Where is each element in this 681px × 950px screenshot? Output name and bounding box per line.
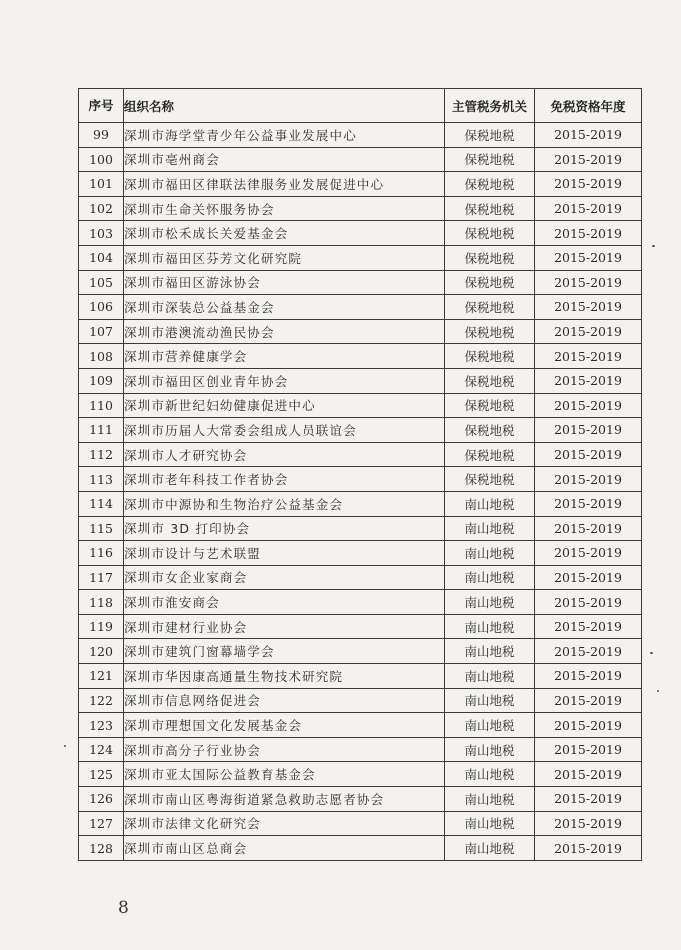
tax-authority-cell: 南山地税 bbox=[445, 836, 535, 861]
table-row bbox=[79, 491, 642, 516]
tax-authority-cell: 南山地税 bbox=[445, 491, 535, 516]
serial-number-cell: 100 bbox=[79, 147, 124, 172]
table-row bbox=[79, 147, 642, 172]
tax-authority-cell: 保税地税 bbox=[445, 467, 535, 492]
organization-name-cell: 深圳市亳州商会 bbox=[124, 147, 445, 172]
serial-number-cell: 111 bbox=[79, 418, 124, 443]
exemption-years-cell: 2015-2019 bbox=[535, 565, 642, 590]
organization-name-cell: 深圳市建筑门窗幕墙学会 bbox=[124, 639, 445, 664]
table-row bbox=[79, 196, 642, 221]
tax-authority-cell: 南山地税 bbox=[445, 516, 535, 541]
serial-number-cell: 114 bbox=[79, 491, 124, 516]
tax-authority-cell: 保税地税 bbox=[445, 442, 535, 467]
organization-name-cell: 深圳市新世纪妇幼健康促进中心 bbox=[124, 393, 445, 418]
exemption-years-cell: 2015-2019 bbox=[535, 196, 642, 221]
tax-authority-cell: 南山地税 bbox=[445, 541, 535, 566]
table-row bbox=[79, 516, 642, 541]
serial-number-cell: 116 bbox=[79, 541, 124, 566]
tax-authority-cell: 保税地税 bbox=[445, 270, 535, 295]
table-header bbox=[79, 89, 642, 123]
tax-authority-cell: 保税地税 bbox=[445, 245, 535, 270]
tax-authority-cell: 南山地税 bbox=[445, 614, 535, 639]
organization-name-cell: 深圳市老年科技工作者协会 bbox=[124, 467, 445, 492]
organization-name-cell: 深圳市港澳流动渔民协会 bbox=[124, 319, 445, 344]
organization-name-cell: 深圳市福田区游泳协会 bbox=[124, 270, 445, 295]
serial-number-cell: 102 bbox=[79, 196, 124, 221]
tax-authority-cell: 保税地税 bbox=[445, 319, 535, 344]
tax-authority-cell: 南山地税 bbox=[445, 565, 535, 590]
exemption-years-cell: 2015-2019 bbox=[535, 639, 642, 664]
organization-name-cell: 深圳市南山区粤海街道紧急救助志愿者协会 bbox=[124, 787, 445, 812]
serial-number-cell: 101 bbox=[79, 172, 124, 197]
tax-authority-cell: 保税地税 bbox=[445, 368, 535, 393]
header-organization-name: 组织名称 bbox=[124, 89, 445, 123]
table-row bbox=[79, 688, 642, 713]
table-row bbox=[79, 221, 642, 246]
tax-authority-cell: 保税地税 bbox=[445, 123, 535, 148]
exemption-years-cell: 2015-2019 bbox=[535, 737, 642, 762]
tax-authority-cell: 南山地税 bbox=[445, 762, 535, 787]
table-row bbox=[79, 442, 642, 467]
exemption-years-cell: 2015-2019 bbox=[535, 787, 642, 812]
tax-authority-cell: 南山地税 bbox=[445, 787, 535, 812]
exempt-organizations-table bbox=[78, 88, 642, 861]
exemption-years-cell: 2015-2019 bbox=[535, 590, 642, 615]
tax-authority-cell: 南山地税 bbox=[445, 590, 535, 615]
organization-name-cell: 深圳市生命关怀服务协会 bbox=[124, 196, 445, 221]
table-row bbox=[79, 319, 642, 344]
scan-speck bbox=[650, 652, 653, 654]
table-row bbox=[79, 344, 642, 369]
table-row bbox=[79, 762, 642, 787]
exemption-years-cell: 2015-2019 bbox=[535, 713, 642, 738]
exemption-years-cell: 2015-2019 bbox=[535, 491, 642, 516]
table-row bbox=[79, 393, 642, 418]
table-row bbox=[79, 123, 642, 148]
organization-name-cell: 深圳市人才研究协会 bbox=[124, 442, 445, 467]
organization-name-cell: 深圳市福田区芬芳文化研究院 bbox=[124, 245, 445, 270]
organization-name-cell: 深圳市信息网络促进会 bbox=[124, 688, 445, 713]
serial-number-cell: 122 bbox=[79, 688, 124, 713]
organization-name-cell: 深圳市淮安商会 bbox=[124, 590, 445, 615]
table-row bbox=[79, 811, 642, 836]
exemption-years-cell: 2015-2019 bbox=[535, 664, 642, 689]
tax-authority-cell: 保税地税 bbox=[445, 295, 535, 320]
table-row bbox=[79, 368, 642, 393]
table-body bbox=[79, 123, 642, 861]
serial-number-cell: 125 bbox=[79, 762, 124, 787]
organization-name-cell: 深圳市海学堂青少年公益事业发展中心 bbox=[124, 123, 445, 148]
exemption-years-cell: 2015-2019 bbox=[535, 467, 642, 492]
serial-number-cell: 112 bbox=[79, 442, 124, 467]
header-tax-authority: 主管税务机关 bbox=[445, 89, 535, 123]
serial-number-cell: 107 bbox=[79, 319, 124, 344]
serial-number-cell: 106 bbox=[79, 295, 124, 320]
serial-number-cell: 115 bbox=[79, 516, 124, 541]
table-row bbox=[79, 245, 642, 270]
tax-authority-cell: 保税地税 bbox=[445, 344, 535, 369]
tax-authority-cell: 南山地税 bbox=[445, 811, 535, 836]
organization-name-cell: 深圳市 3D 打印协会 bbox=[124, 516, 445, 541]
organization-name-cell: 深圳市福田区律联法律服务业发展促进中心 bbox=[124, 172, 445, 197]
table-row bbox=[79, 737, 642, 762]
table-row bbox=[79, 614, 642, 639]
table-row bbox=[79, 787, 642, 812]
serial-number-cell: 110 bbox=[79, 393, 124, 418]
serial-number-cell: 118 bbox=[79, 590, 124, 615]
table-row bbox=[79, 836, 642, 861]
table-row bbox=[79, 295, 642, 320]
exemption-years-cell: 2015-2019 bbox=[535, 762, 642, 787]
organization-name-cell: 深圳市法律文化研究会 bbox=[124, 811, 445, 836]
table-row bbox=[79, 541, 642, 566]
table-row bbox=[79, 270, 642, 295]
organization-name-cell: 深圳市建材行业协会 bbox=[124, 614, 445, 639]
organization-name-cell: 深圳市历届人大常委会组成人员联谊会 bbox=[124, 418, 445, 443]
exemption-years-cell: 2015-2019 bbox=[535, 270, 642, 295]
exemption-years-cell: 2015-2019 bbox=[535, 123, 642, 148]
exemption-years-cell: 2015-2019 bbox=[535, 295, 642, 320]
table-row bbox=[79, 172, 642, 197]
serial-number-cell: 126 bbox=[79, 787, 124, 812]
exemption-years-cell: 2015-2019 bbox=[535, 614, 642, 639]
page-number: 8 bbox=[118, 898, 129, 918]
organization-name-cell: 深圳市理想国文化发展基金会 bbox=[124, 713, 445, 738]
scan-speck bbox=[652, 245, 655, 247]
tax-authority-cell: 保税地税 bbox=[445, 221, 535, 246]
organization-name-cell: 深圳市女企业家商会 bbox=[124, 565, 445, 590]
organization-name-cell: 深圳市营养健康学会 bbox=[124, 344, 445, 369]
tax-authority-cell: 南山地税 bbox=[445, 713, 535, 738]
serial-number-cell: 113 bbox=[79, 467, 124, 492]
organization-name-cell: 深圳市深装总公益基金会 bbox=[124, 295, 445, 320]
tax-authority-cell: 保税地税 bbox=[445, 147, 535, 172]
organization-name-cell: 深圳市福田区创业青年协会 bbox=[124, 368, 445, 393]
serial-number-cell: 109 bbox=[79, 368, 124, 393]
exemption-years-cell: 2015-2019 bbox=[535, 688, 642, 713]
exemption-years-cell: 2015-2019 bbox=[535, 245, 642, 270]
serial-number-cell: 103 bbox=[79, 221, 124, 246]
exemption-years-cell: 2015-2019 bbox=[535, 221, 642, 246]
exemption-years-cell: 2015-2019 bbox=[535, 172, 642, 197]
table-row bbox=[79, 639, 642, 664]
table-row bbox=[79, 664, 642, 689]
exemption-years-cell: 2015-2019 bbox=[535, 811, 642, 836]
tax-authority-cell: 南山地税 bbox=[445, 664, 535, 689]
tax-authority-cell: 南山地税 bbox=[445, 639, 535, 664]
serial-number-cell: 128 bbox=[79, 836, 124, 861]
serial-number-cell: 123 bbox=[79, 713, 124, 738]
exemption-years-cell: 2015-2019 bbox=[535, 368, 642, 393]
exemption-years-cell: 2015-2019 bbox=[535, 147, 642, 172]
serial-number-cell: 108 bbox=[79, 344, 124, 369]
serial-number-cell: 99 bbox=[79, 123, 124, 148]
organization-name-cell: 深圳市高分子行业协会 bbox=[124, 737, 445, 762]
table-header-row bbox=[79, 89, 642, 123]
table-row bbox=[79, 713, 642, 738]
table-row bbox=[79, 418, 642, 443]
scan-speck bbox=[64, 745, 66, 747]
serial-number-cell: 127 bbox=[79, 811, 124, 836]
tax-authority-cell: 保税地税 bbox=[445, 196, 535, 221]
organization-name-cell: 深圳市设计与艺术联盟 bbox=[124, 541, 445, 566]
serial-number-cell: 105 bbox=[79, 270, 124, 295]
tax-authority-cell: 南山地税 bbox=[445, 737, 535, 762]
serial-number-cell: 117 bbox=[79, 565, 124, 590]
organization-name-cell: 深圳市华因康高通量生物技术研究院 bbox=[124, 664, 445, 689]
serial-number-cell: 124 bbox=[79, 737, 124, 762]
exemption-years-cell: 2015-2019 bbox=[535, 393, 642, 418]
organization-name-cell: 深圳市中源协和生物治疗公益基金会 bbox=[124, 491, 445, 516]
exemption-years-cell: 2015-2019 bbox=[535, 541, 642, 566]
table-row bbox=[79, 590, 642, 615]
serial-number-cell: 120 bbox=[79, 639, 124, 664]
header-serial-number: 序号 bbox=[79, 89, 124, 123]
serial-number-cell: 121 bbox=[79, 664, 124, 689]
exemption-years-cell: 2015-2019 bbox=[535, 319, 642, 344]
serial-number-cell: 104 bbox=[79, 245, 124, 270]
tax-authority-cell: 保税地税 bbox=[445, 418, 535, 443]
serial-number-cell: 119 bbox=[79, 614, 124, 639]
table-row bbox=[79, 467, 642, 492]
tax-authority-cell: 保税地税 bbox=[445, 393, 535, 418]
scan-speck bbox=[657, 690, 659, 692]
exemption-years-cell: 2015-2019 bbox=[535, 442, 642, 467]
exemption-years-cell: 2015-2019 bbox=[535, 516, 642, 541]
tax-authority-cell: 南山地税 bbox=[445, 688, 535, 713]
organization-name-cell: 深圳市南山区总商会 bbox=[124, 836, 445, 861]
organization-name-cell: 深圳市松禾成长关爱基金会 bbox=[124, 221, 445, 246]
tax-authority-cell: 保税地税 bbox=[445, 172, 535, 197]
exemption-years-cell: 2015-2019 bbox=[535, 418, 642, 443]
exemption-years-cell: 2015-2019 bbox=[535, 836, 642, 861]
table-row bbox=[79, 565, 642, 590]
organization-name-cell: 深圳市亚太国际公益教育基金会 bbox=[124, 762, 445, 787]
exemption-years-cell: 2015-2019 bbox=[535, 344, 642, 369]
header-exemption-years: 免税资格年度 bbox=[535, 89, 642, 123]
